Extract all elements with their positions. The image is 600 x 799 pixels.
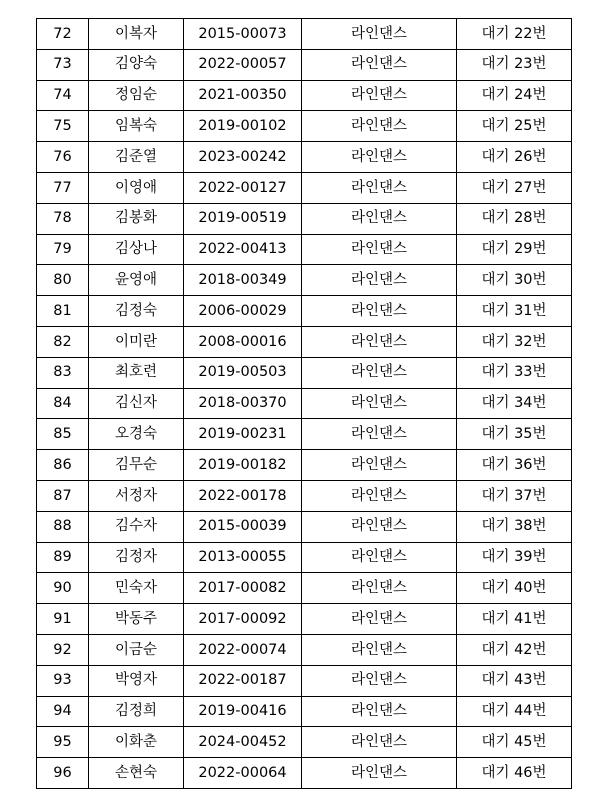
table-row bbox=[37, 388, 572, 419]
row-number-cell: 89 bbox=[37, 542, 89, 573]
member-name-cell: 김무순 bbox=[89, 450, 184, 481]
member-id-cell: 2017-00092 bbox=[184, 604, 302, 635]
program-cell: 라인댄스 bbox=[302, 727, 457, 758]
member-id-cell: 2017-00082 bbox=[184, 573, 302, 604]
member-name-cell: 김양숙 bbox=[89, 49, 184, 80]
member-name-cell: 임복숙 bbox=[89, 111, 184, 142]
waitlist-table-body bbox=[37, 19, 572, 789]
program-cell: 라인댄스 bbox=[302, 111, 457, 142]
table-row bbox=[37, 604, 572, 635]
member-name-cell: 이복자 bbox=[89, 19, 184, 50]
member-id-cell: 2018-00349 bbox=[184, 265, 302, 296]
waitlist-table bbox=[36, 18, 572, 789]
member-id-cell: 2019-00182 bbox=[184, 450, 302, 481]
program-cell: 라인댄스 bbox=[302, 296, 457, 327]
program-cell: 라인댄스 bbox=[302, 480, 457, 511]
member-id-cell: 2021-00350 bbox=[184, 80, 302, 111]
member-name-cell: 김정희 bbox=[89, 696, 184, 727]
table-row bbox=[37, 450, 572, 481]
program-cell: 라인댄스 bbox=[302, 665, 457, 696]
program-cell: 라인댄스 bbox=[302, 326, 457, 357]
program-cell: 라인댄스 bbox=[302, 573, 457, 604]
waitlist-number-cell: 대기 27번 bbox=[457, 172, 572, 203]
row-number-cell: 86 bbox=[37, 450, 89, 481]
table-row bbox=[37, 758, 572, 789]
waitlist-number-cell: 대기 25번 bbox=[457, 111, 572, 142]
table-row bbox=[37, 511, 572, 542]
table-row bbox=[37, 49, 572, 80]
row-number-cell: 85 bbox=[37, 419, 89, 450]
member-name-cell: 김상나 bbox=[89, 234, 184, 265]
program-cell: 라인댄스 bbox=[302, 19, 457, 50]
member-id-cell: 2022-00074 bbox=[184, 634, 302, 665]
waitlist-number-cell: 대기 31번 bbox=[457, 296, 572, 327]
row-number-cell: 78 bbox=[37, 203, 89, 234]
member-id-cell: 2019-00102 bbox=[184, 111, 302, 142]
member-name-cell: 정임순 bbox=[89, 80, 184, 111]
waitlist-number-cell: 대기 44번 bbox=[457, 696, 572, 727]
member-id-cell: 2019-00416 bbox=[184, 696, 302, 727]
waitlist-number-cell: 대기 26번 bbox=[457, 142, 572, 173]
waitlist-number-cell: 대기 45번 bbox=[457, 727, 572, 758]
row-number-cell: 72 bbox=[37, 19, 89, 50]
row-number-cell: 94 bbox=[37, 696, 89, 727]
waitlist-number-cell: 대기 35번 bbox=[457, 419, 572, 450]
row-number-cell: 73 bbox=[37, 49, 89, 80]
member-name-cell: 김신자 bbox=[89, 388, 184, 419]
member-name-cell: 김수자 bbox=[89, 511, 184, 542]
program-cell: 라인댄스 bbox=[302, 758, 457, 789]
program-cell: 라인댄스 bbox=[302, 388, 457, 419]
member-id-cell: 2022-00178 bbox=[184, 480, 302, 511]
table-row bbox=[37, 203, 572, 234]
program-cell: 라인댄스 bbox=[302, 172, 457, 203]
table-row bbox=[37, 696, 572, 727]
row-number-cell: 88 bbox=[37, 511, 89, 542]
program-cell: 라인댄스 bbox=[302, 80, 457, 111]
waitlist-number-cell: 대기 42번 bbox=[457, 634, 572, 665]
member-name-cell: 이영애 bbox=[89, 172, 184, 203]
table-row bbox=[37, 357, 572, 388]
member-id-cell: 2019-00503 bbox=[184, 357, 302, 388]
program-cell: 라인댄스 bbox=[302, 49, 457, 80]
member-name-cell: 김정자 bbox=[89, 542, 184, 573]
table-row bbox=[37, 111, 572, 142]
program-cell: 라인댄스 bbox=[302, 604, 457, 635]
member-name-cell: 이금순 bbox=[89, 634, 184, 665]
member-name-cell: 박영자 bbox=[89, 665, 184, 696]
waitlist-number-cell: 대기 39번 bbox=[457, 542, 572, 573]
member-id-cell: 2022-00187 bbox=[184, 665, 302, 696]
row-number-cell: 75 bbox=[37, 111, 89, 142]
member-name-cell: 이미란 bbox=[89, 326, 184, 357]
table-row bbox=[37, 665, 572, 696]
program-cell: 라인댄스 bbox=[302, 450, 457, 481]
table-row bbox=[37, 296, 572, 327]
waitlist-number-cell: 대기 32번 bbox=[457, 326, 572, 357]
table-row bbox=[37, 573, 572, 604]
table-row bbox=[37, 542, 572, 573]
member-id-cell: 2019-00231 bbox=[184, 419, 302, 450]
program-cell: 라인댄스 bbox=[302, 357, 457, 388]
member-id-cell: 2023-00242 bbox=[184, 142, 302, 173]
row-number-cell: 77 bbox=[37, 172, 89, 203]
member-name-cell: 오경숙 bbox=[89, 419, 184, 450]
member-name-cell: 서정자 bbox=[89, 480, 184, 511]
member-id-cell: 2022-00064 bbox=[184, 758, 302, 789]
waitlist-number-cell: 대기 46번 bbox=[457, 758, 572, 789]
program-cell: 라인댄스 bbox=[302, 203, 457, 234]
row-number-cell: 87 bbox=[37, 480, 89, 511]
row-number-cell: 95 bbox=[37, 727, 89, 758]
program-cell: 라인댄스 bbox=[302, 511, 457, 542]
table-row bbox=[37, 727, 572, 758]
member-name-cell: 김준열 bbox=[89, 142, 184, 173]
row-number-cell: 80 bbox=[37, 265, 89, 296]
table-row bbox=[37, 80, 572, 111]
table-row bbox=[37, 19, 572, 50]
table-row bbox=[37, 480, 572, 511]
waitlist-number-cell: 대기 41번 bbox=[457, 604, 572, 635]
member-id-cell: 2019-00519 bbox=[184, 203, 302, 234]
row-number-cell: 81 bbox=[37, 296, 89, 327]
member-name-cell: 김정숙 bbox=[89, 296, 184, 327]
member-id-cell: 2013-00055 bbox=[184, 542, 302, 573]
program-cell: 라인댄스 bbox=[302, 142, 457, 173]
row-number-cell: 83 bbox=[37, 357, 89, 388]
table-row bbox=[37, 419, 572, 450]
program-cell: 라인댄스 bbox=[302, 696, 457, 727]
program-cell: 라인댄스 bbox=[302, 542, 457, 573]
member-id-cell: 2006-00029 bbox=[184, 296, 302, 327]
program-cell: 라인댄스 bbox=[302, 234, 457, 265]
program-cell: 라인댄스 bbox=[302, 419, 457, 450]
table-row bbox=[37, 326, 572, 357]
program-cell: 라인댄스 bbox=[302, 634, 457, 665]
waitlist-number-cell: 대기 33번 bbox=[457, 357, 572, 388]
row-number-cell: 82 bbox=[37, 326, 89, 357]
waitlist-number-cell: 대기 40번 bbox=[457, 573, 572, 604]
waitlist-number-cell: 대기 23번 bbox=[457, 49, 572, 80]
table-row bbox=[37, 265, 572, 296]
member-name-cell: 박동주 bbox=[89, 604, 184, 635]
waitlist-number-cell: 대기 43번 bbox=[457, 665, 572, 696]
waitlist-number-cell: 대기 34번 bbox=[457, 388, 572, 419]
row-number-cell: 84 bbox=[37, 388, 89, 419]
member-name-cell: 민숙자 bbox=[89, 573, 184, 604]
program-cell: 라인댄스 bbox=[302, 265, 457, 296]
waitlist-number-cell: 대기 22번 bbox=[457, 19, 572, 50]
member-name-cell: 김봉화 bbox=[89, 203, 184, 234]
member-id-cell: 2022-00127 bbox=[184, 172, 302, 203]
row-number-cell: 79 bbox=[37, 234, 89, 265]
member-name-cell: 손현숙 bbox=[89, 758, 184, 789]
waitlist-number-cell: 대기 36번 bbox=[457, 450, 572, 481]
table-row bbox=[37, 634, 572, 665]
member-name-cell: 이화춘 bbox=[89, 727, 184, 758]
waitlist-number-cell: 대기 30번 bbox=[457, 265, 572, 296]
member-id-cell: 2015-00039 bbox=[184, 511, 302, 542]
row-number-cell: 74 bbox=[37, 80, 89, 111]
table-row bbox=[37, 172, 572, 203]
table-row bbox=[37, 142, 572, 173]
row-number-cell: 93 bbox=[37, 665, 89, 696]
row-number-cell: 90 bbox=[37, 573, 89, 604]
member-id-cell: 2022-00057 bbox=[184, 49, 302, 80]
member-id-cell: 2015-00073 bbox=[184, 19, 302, 50]
table-row bbox=[37, 234, 572, 265]
waitlist-number-cell: 대기 24번 bbox=[457, 80, 572, 111]
member-id-cell: 2024-00452 bbox=[184, 727, 302, 758]
row-number-cell: 76 bbox=[37, 142, 89, 173]
waitlist-number-cell: 대기 29번 bbox=[457, 234, 572, 265]
waitlist-number-cell: 대기 28번 bbox=[457, 203, 572, 234]
waitlist-number-cell: 대기 38번 bbox=[457, 511, 572, 542]
row-number-cell: 92 bbox=[37, 634, 89, 665]
member-id-cell: 2008-00016 bbox=[184, 326, 302, 357]
member-name-cell: 윤영애 bbox=[89, 265, 184, 296]
waitlist-number-cell: 대기 37번 bbox=[457, 480, 572, 511]
member-id-cell: 2022-00413 bbox=[184, 234, 302, 265]
row-number-cell: 91 bbox=[37, 604, 89, 635]
member-id-cell: 2018-00370 bbox=[184, 388, 302, 419]
row-number-cell: 96 bbox=[37, 758, 89, 789]
member-name-cell: 최호련 bbox=[89, 357, 184, 388]
